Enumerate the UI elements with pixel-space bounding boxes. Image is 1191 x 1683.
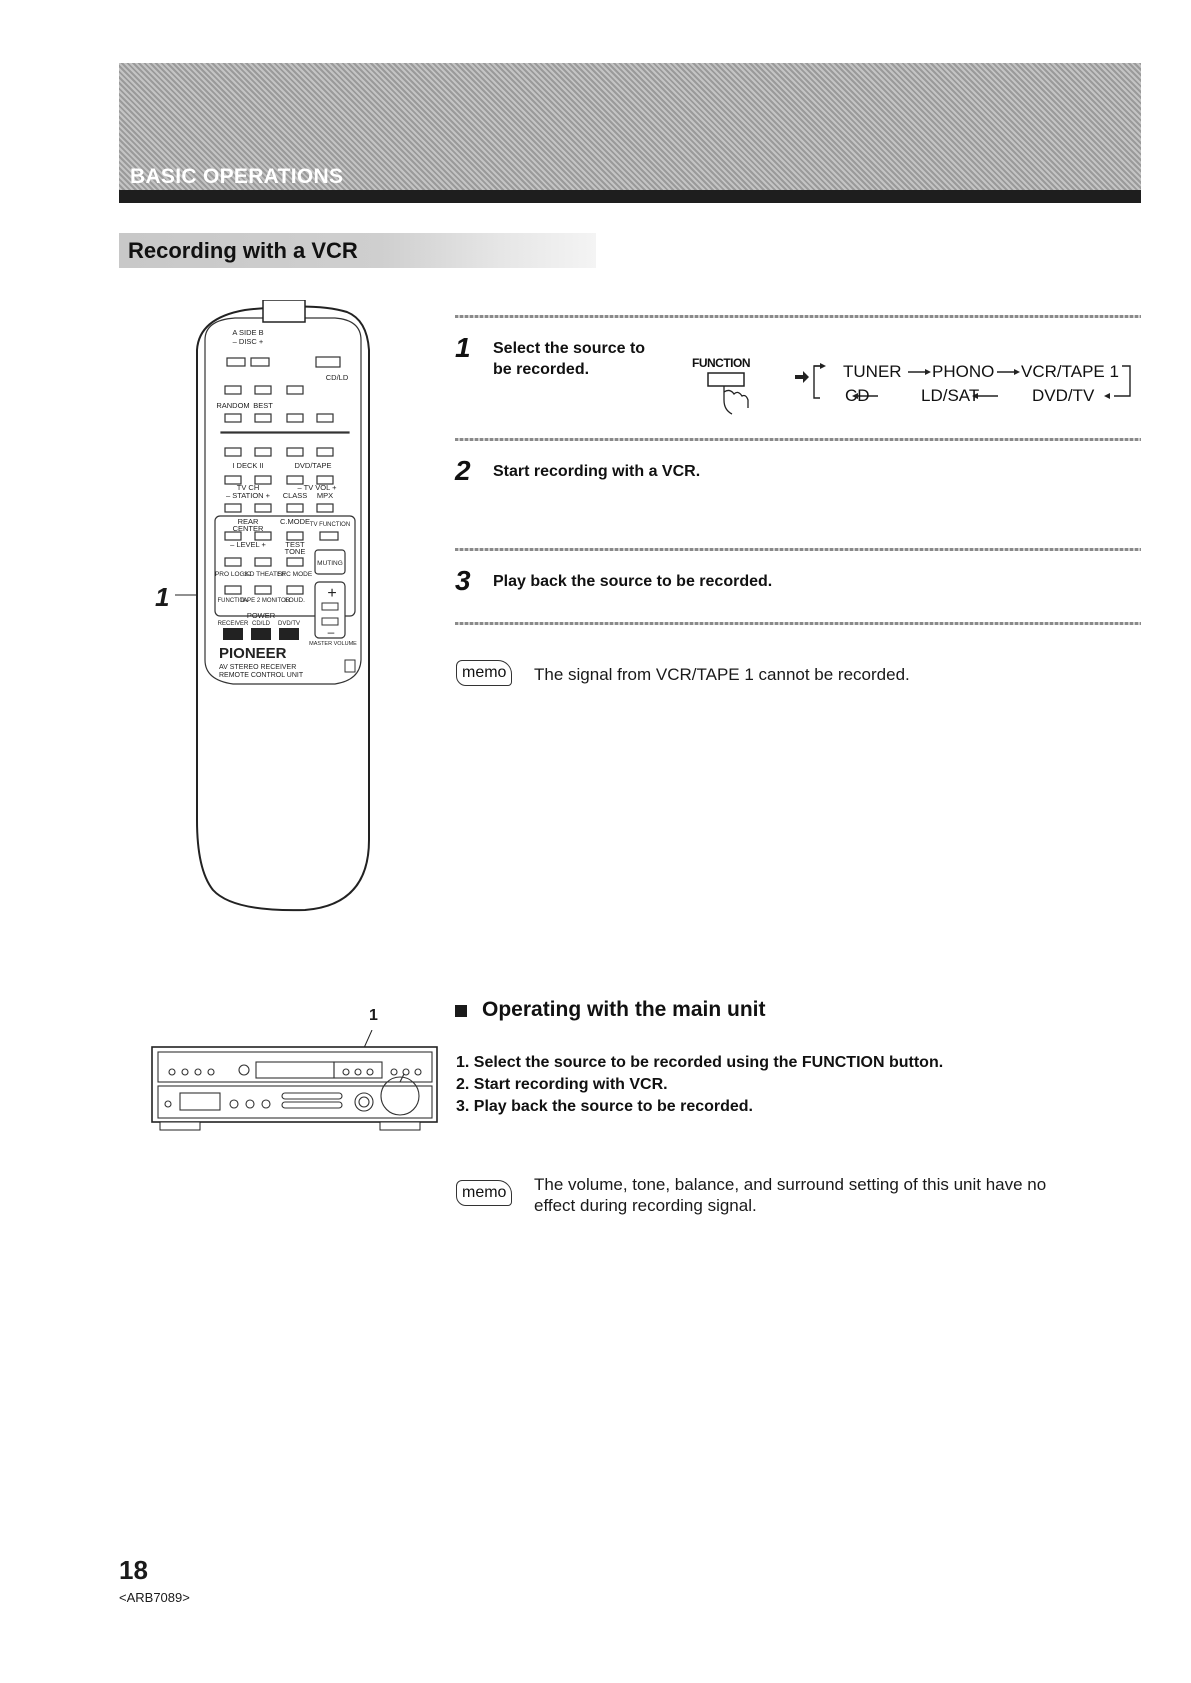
remote-label-pro: PRO LOGIC — [214, 571, 252, 578]
section-title: Recording with a VCR — [128, 238, 358, 263]
main-unit-illustration — [150, 1030, 440, 1162]
remote-label-test: TEST — [285, 540, 305, 549]
sequence-ld-sat: LD/SAT — [921, 386, 980, 405]
memo-2-line2: effect during recording signal. — [534, 1196, 757, 1215]
step-3-text: Play back the source to be recorded. — [493, 573, 773, 590]
remote-model-line2: REMOTE CONTROL UNIT — [219, 672, 304, 679]
page-number: 18 — [119, 1555, 148, 1585]
remote-label-sfc: SFC MODE — [277, 571, 313, 578]
memo-2-text — [534, 1174, 1046, 1216]
remote-control-illustration — [175, 300, 390, 915]
remote-label-disc: – DISC + — [232, 337, 264, 346]
memo-1-text: The signal from VCR/TAPE 1 cannot be recorded. — [534, 665, 910, 684]
remote-label-cmode: C.MODE — [280, 517, 310, 526]
remote-label-function: FUNCTION — [217, 598, 249, 604]
step-3-number: 3 — [455, 565, 471, 596]
svg-text:–: – — [327, 625, 335, 639]
step-1-line2: be recorded. — [493, 361, 590, 378]
remote-label-cdld: CD/LD — [325, 373, 349, 382]
remote-label-rear: REAR — [237, 517, 259, 526]
step-divider — [455, 438, 1141, 441]
remote-label-receiver: RECEIVER — [217, 621, 249, 627]
main-unit-step-3: 3. Play back the source to be recorded. — [456, 1098, 753, 1115]
remote-label-dvdtape: DVD/TAPE — [294, 461, 332, 470]
sequence-phono: PHONO — [932, 362, 995, 381]
step-2-number: 2 — [455, 455, 471, 486]
remote-label-cdld2: CD/LD — [251, 621, 271, 627]
main-unit-steps — [456, 1052, 943, 1118]
main-unit-step-1: 1. Select the source to be recorded using the FUNCTION button. — [456, 1054, 944, 1071]
remote-label-tone: TONE — [284, 547, 306, 556]
main-unit-callout-number: 1 — [369, 1007, 378, 1024]
main-unit-step-2: 2. Start recording with VCR. — [456, 1076, 668, 1093]
remote-label-center: CENTER — [232, 524, 264, 533]
remote-label-best: BEST — [253, 401, 273, 410]
step-divider — [455, 315, 1141, 318]
remote-label-power: POWER — [246, 611, 276, 620]
step-1-text — [493, 338, 645, 380]
remote-label-tvfunc: TV FUNCTION — [309, 522, 351, 528]
remote-label-class: CLASS — [282, 491, 308, 500]
remote-label-tape2: TAPE 2 MONITOR — [239, 598, 291, 604]
remote-callout-number: 1 — [155, 582, 170, 612]
sequence-tuner: TUNER — [843, 362, 902, 381]
remote-label-aside: A SIDE B — [232, 328, 264, 337]
remote-label-level: – LEVEL + — [230, 540, 266, 549]
remote-label-deck: I DECK II — [232, 461, 264, 470]
sequence-dvd-tv: DVD/TV — [1032, 386, 1095, 405]
sequence-cd: CD — [845, 386, 870, 405]
remote-label-tvvol: – TV VOL + — [297, 483, 337, 492]
step-divider — [455, 548, 1141, 551]
function-button-press-icon — [700, 370, 756, 418]
remote-label-mpx: MPX — [316, 491, 334, 500]
remote-model-line1: AV STEREO RECEIVER — [219, 664, 297, 671]
remote-label-master: MASTER VOLUME — [309, 641, 357, 647]
chapter-title: BASIC OPERATIONS — [130, 165, 344, 188]
step-divider — [455, 622, 1141, 625]
document-code: <ARB7089> — [119, 1590, 190, 1605]
remote-label-random: RANDOM — [216, 401, 250, 410]
section-square-bullet — [455, 1005, 467, 1017]
remote-label-station: – STATION + — [225, 491, 271, 500]
memo-badge: memo — [456, 1180, 512, 1206]
remote-brand-logo: PIONEER — [219, 645, 287, 662]
remote-label-loud: LOUD. — [285, 597, 305, 604]
header-rule — [119, 190, 1141, 203]
memo-2-line1: The volume, tone, balance, and surround setting of this unit have no — [534, 1175, 1047, 1194]
remote-label-dvdtv: DVD/TV — [277, 621, 301, 627]
memo-badge: memo — [456, 660, 512, 686]
remote-label-threed: 3-D THEATER — [243, 571, 287, 578]
step-1-number: 1 — [455, 332, 471, 363]
step-2-text: Start recording with a VCR. — [493, 463, 701, 480]
main-unit-title: Operating with the main unit — [482, 998, 766, 1021]
svg-text:+: + — [327, 585, 337, 602]
sequence-vcr-tape1: VCR/TAPE 1 — [1021, 362, 1119, 381]
function-button-label: FUNCTION — [692, 356, 750, 370]
step-1-line1: Select the source to — [493, 340, 646, 357]
remote-label-tvch: TV CH — [236, 483, 260, 492]
remote-label-muting: MUTING — [317, 560, 343, 567]
